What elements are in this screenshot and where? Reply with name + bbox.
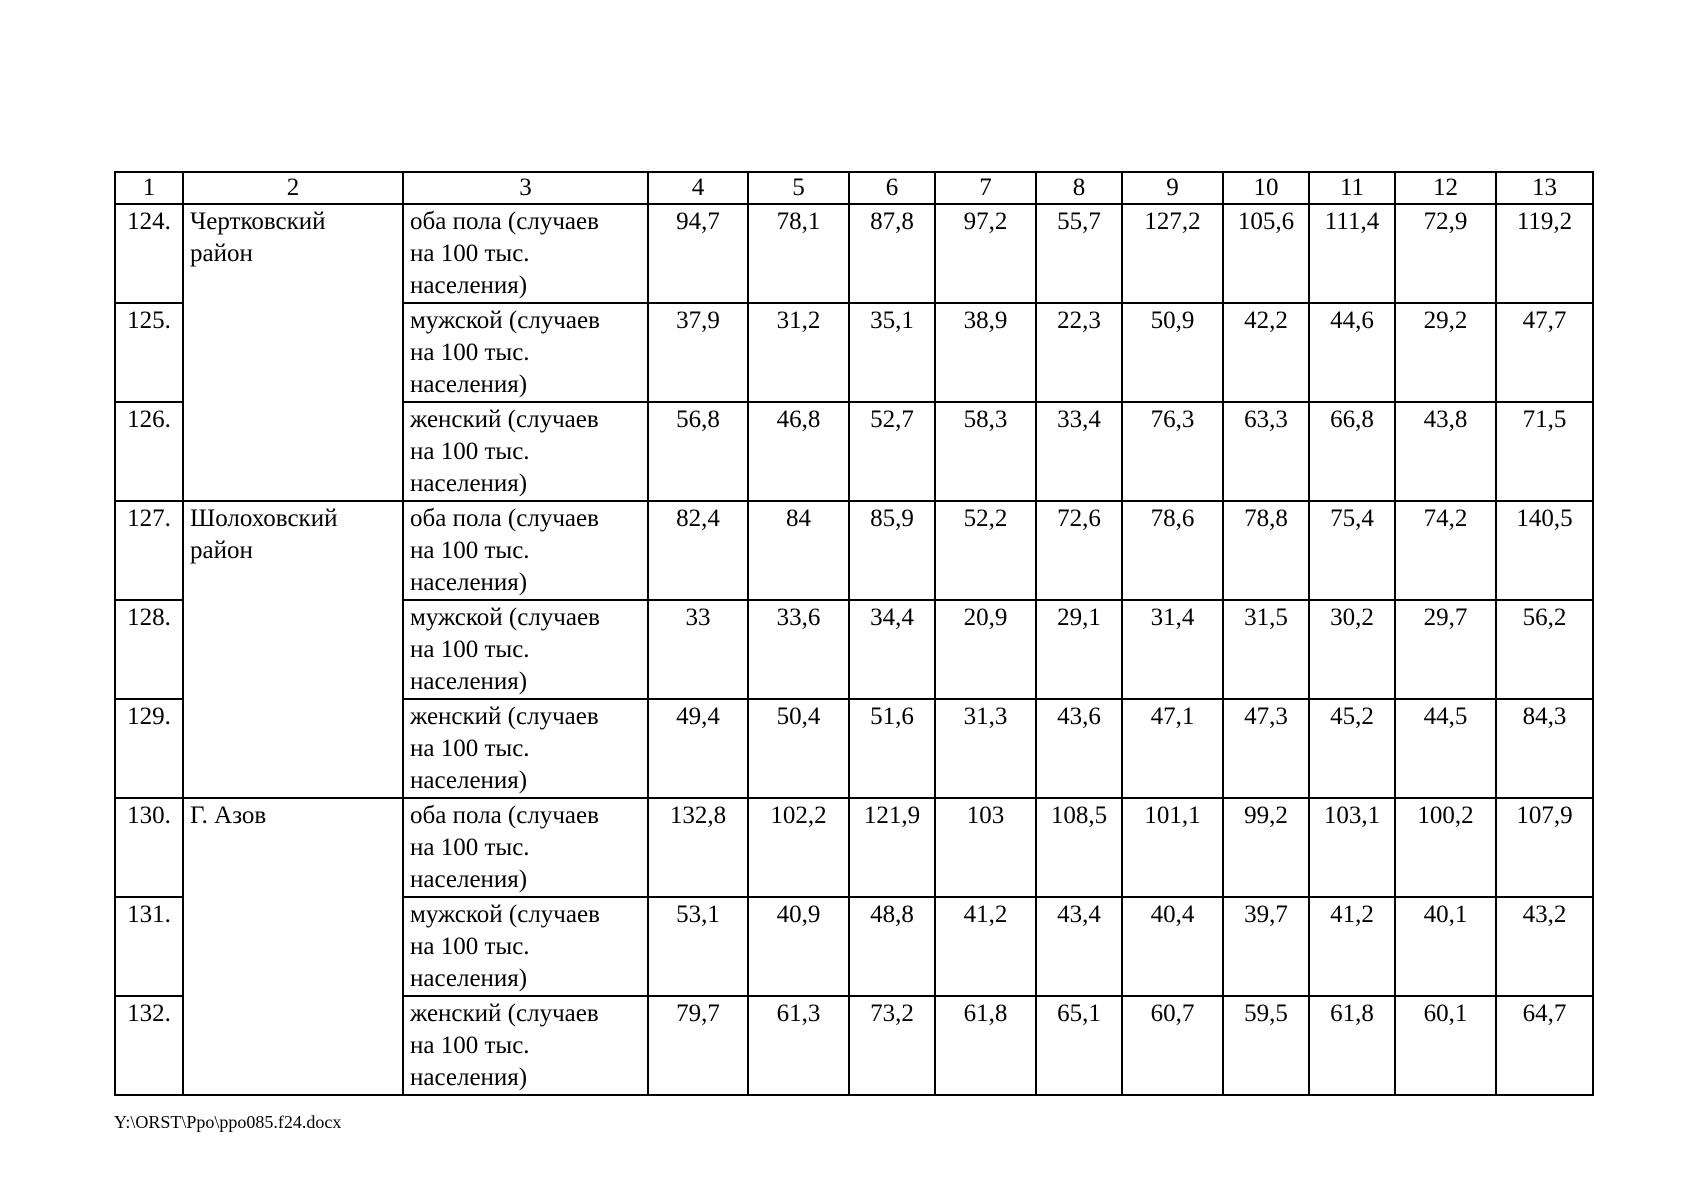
value-cell: 107,9	[1496, 798, 1593, 897]
value-cell: 31,3	[935, 699, 1036, 798]
description-line: населения)	[410, 272, 528, 299]
description-line: на 100 тыс.	[410, 240, 530, 267]
region-name	[183, 204, 403, 501]
value-cell: 99,2	[1223, 798, 1309, 897]
value-cell: 76,3	[1122, 402, 1223, 501]
file-path-footer: Y:\ORST\Ppo\ppo085.f24.docx	[114, 1112, 342, 1132]
value-cell: 35,1	[849, 303, 935, 402]
value-cell: 78,6	[1122, 501, 1223, 600]
region-name-line: Шолоховский	[190, 505, 338, 532]
header-cell: 3	[403, 172, 648, 204]
value-cell: 127,2	[1122, 204, 1223, 303]
value-cell: 84,3	[1496, 699, 1593, 798]
value-cell: 29,1	[1036, 600, 1122, 699]
value-cell: 43,2	[1496, 897, 1593, 996]
value-cell: 31,5	[1223, 600, 1309, 699]
header-cell: 5	[748, 172, 849, 204]
value-cell: 48,8	[849, 897, 935, 996]
value-cell: 72,6	[1036, 501, 1122, 600]
value-cell: 51,6	[849, 699, 935, 798]
value-cell: 78,1	[748, 204, 849, 303]
description-line: оба пола (случаев	[410, 802, 599, 829]
value-cell: 79,7	[648, 996, 748, 1095]
value-cell: 45,2	[1309, 699, 1395, 798]
header-cell: 9	[1122, 172, 1223, 204]
value-cell: 44,5	[1395, 699, 1496, 798]
value-cell: 56,8	[648, 402, 748, 501]
value-cell: 60,7	[1122, 996, 1223, 1095]
description-line: мужской (случаев	[410, 901, 600, 928]
value-cell: 84	[748, 501, 849, 600]
description-line: на 100 тыс.	[410, 636, 530, 663]
region-name	[183, 798, 403, 1095]
region-name-line: Г. Азов	[190, 802, 267, 829]
indicator-description	[403, 699, 648, 798]
table-row	[115, 204, 1593, 303]
table-row	[115, 501, 1593, 600]
value-cell: 47,1	[1122, 699, 1223, 798]
description-line: населения)	[410, 371, 528, 398]
value-cell: 37,9	[648, 303, 748, 402]
value-cell: 61,8	[935, 996, 1036, 1095]
value-cell: 85,9	[849, 501, 935, 600]
value-cell: 103	[935, 798, 1036, 897]
table-row	[115, 798, 1593, 897]
region-name	[183, 501, 403, 798]
value-cell: 94,7	[648, 204, 748, 303]
value-cell: 49,4	[648, 699, 748, 798]
header-cell: 2	[183, 172, 403, 204]
value-cell: 58,3	[935, 402, 1036, 501]
value-cell: 108,5	[1036, 798, 1122, 897]
description-line: мужской (случаев	[410, 604, 600, 631]
row-number: 132.	[115, 996, 183, 1095]
header-cell: 4	[648, 172, 748, 204]
value-cell: 103,1	[1309, 798, 1395, 897]
value-cell: 111,4	[1309, 204, 1395, 303]
value-cell: 66,8	[1309, 402, 1395, 501]
description-line: мужской (случаев	[410, 307, 600, 334]
description-line: населения)	[410, 866, 528, 893]
value-cell: 30,2	[1309, 600, 1395, 699]
value-cell: 119,2	[1496, 204, 1593, 303]
header-cell: 10	[1223, 172, 1309, 204]
value-cell: 41,2	[935, 897, 1036, 996]
description-line: на 100 тыс.	[410, 1032, 530, 1059]
value-cell: 34,4	[849, 600, 935, 699]
region-name-line: район	[190, 240, 253, 267]
description-line: населения)	[410, 668, 528, 695]
value-cell: 43,4	[1036, 897, 1122, 996]
description-line: на 100 тыс.	[410, 438, 530, 465]
header-cell: 13	[1496, 172, 1593, 204]
value-cell: 46,8	[748, 402, 849, 501]
description-line: на 100 тыс.	[410, 537, 530, 564]
value-cell: 64,7	[1496, 996, 1593, 1095]
header-row	[115, 172, 1593, 204]
header-cell: 12	[1395, 172, 1496, 204]
description-line: женский (случаев	[410, 1000, 599, 1027]
value-cell: 43,8	[1395, 402, 1496, 501]
value-cell: 65,1	[1036, 996, 1122, 1095]
description-line: населения)	[410, 965, 528, 992]
value-cell: 33	[648, 600, 748, 699]
value-cell: 33,6	[748, 600, 849, 699]
value-cell: 44,6	[1309, 303, 1395, 402]
value-cell: 140,5	[1496, 501, 1593, 600]
value-cell: 31,4	[1122, 600, 1223, 699]
value-cell: 20,9	[935, 600, 1036, 699]
value-cell: 40,4	[1122, 897, 1223, 996]
value-cell: 82,4	[648, 501, 748, 600]
description-line: женский (случаев	[410, 406, 599, 433]
description-line: оба пола (случаев	[410, 505, 599, 532]
value-cell: 75,4	[1309, 501, 1395, 600]
header-cell: 8	[1036, 172, 1122, 204]
value-cell: 39,7	[1223, 897, 1309, 996]
value-cell: 22,3	[1036, 303, 1122, 402]
value-cell: 43,6	[1036, 699, 1122, 798]
value-cell: 33,4	[1036, 402, 1122, 501]
value-cell: 50,4	[748, 699, 849, 798]
indicator-description	[403, 798, 648, 897]
value-cell: 61,3	[748, 996, 849, 1095]
header-cell: 7	[935, 172, 1036, 204]
row-number: 128.	[115, 600, 183, 699]
indicator-description	[403, 402, 648, 501]
value-cell: 87,8	[849, 204, 935, 303]
value-cell: 38,9	[935, 303, 1036, 402]
value-cell: 47,3	[1223, 699, 1309, 798]
value-cell: 100,2	[1395, 798, 1496, 897]
value-cell: 52,7	[849, 402, 935, 501]
value-cell: 101,1	[1122, 798, 1223, 897]
value-cell: 40,9	[748, 897, 849, 996]
value-cell: 105,6	[1223, 204, 1309, 303]
row-number: 127.	[115, 501, 183, 600]
value-cell: 71,5	[1496, 402, 1593, 501]
description-line: населения)	[410, 1064, 528, 1091]
indicator-description	[403, 303, 648, 402]
value-cell: 29,7	[1395, 600, 1496, 699]
description-line: женский (случаев	[410, 703, 599, 730]
description-line: населения)	[410, 767, 528, 794]
description-line: на 100 тыс.	[410, 339, 530, 366]
value-cell: 42,2	[1223, 303, 1309, 402]
value-cell: 73,2	[849, 996, 935, 1095]
row-number: 131.	[115, 897, 183, 996]
value-cell: 102,2	[748, 798, 849, 897]
value-cell: 40,1	[1395, 897, 1496, 996]
region-name-line: район	[190, 537, 253, 564]
header-cell: 11	[1309, 172, 1395, 204]
statistics-table	[114, 171, 1594, 1096]
row-number: 126.	[115, 402, 183, 501]
value-cell: 31,2	[748, 303, 849, 402]
description-line: оба пола (случаев	[410, 208, 599, 235]
indicator-description	[403, 600, 648, 699]
row-number: 129.	[115, 699, 183, 798]
value-cell: 60,1	[1395, 996, 1496, 1095]
indicator-description	[403, 897, 648, 996]
value-cell: 97,2	[935, 204, 1036, 303]
indicator-description	[403, 501, 648, 600]
value-cell: 53,1	[648, 897, 748, 996]
value-cell: 41,2	[1309, 897, 1395, 996]
value-cell: 29,2	[1395, 303, 1496, 402]
header-cell: 6	[849, 172, 935, 204]
description-line: на 100 тыс.	[410, 933, 530, 960]
value-cell: 121,9	[849, 798, 935, 897]
indicator-description	[403, 996, 648, 1095]
row-number: 130.	[115, 798, 183, 897]
value-cell: 63,3	[1223, 402, 1309, 501]
value-cell: 56,2	[1496, 600, 1593, 699]
value-cell: 52,2	[935, 501, 1036, 600]
row-number: 125.	[115, 303, 183, 402]
value-cell: 61,8	[1309, 996, 1395, 1095]
description-line: на 100 тыс.	[410, 735, 530, 762]
header-cell: 1	[115, 172, 183, 204]
table-body	[115, 172, 1593, 1095]
value-cell: 47,7	[1496, 303, 1593, 402]
value-cell: 132,8	[648, 798, 748, 897]
value-cell: 55,7	[1036, 204, 1122, 303]
indicator-description	[403, 204, 648, 303]
region-name-line: Чертковский	[190, 208, 326, 235]
value-cell: 74,2	[1395, 501, 1496, 600]
value-cell: 59,5	[1223, 996, 1309, 1095]
description-line: населения)	[410, 470, 528, 497]
value-cell: 78,8	[1223, 501, 1309, 600]
row-number: 124.	[115, 204, 183, 303]
description-line: населения)	[410, 569, 528, 596]
description-line: на 100 тыс.	[410, 834, 530, 861]
value-cell: 50,9	[1122, 303, 1223, 402]
value-cell: 72,9	[1395, 204, 1496, 303]
